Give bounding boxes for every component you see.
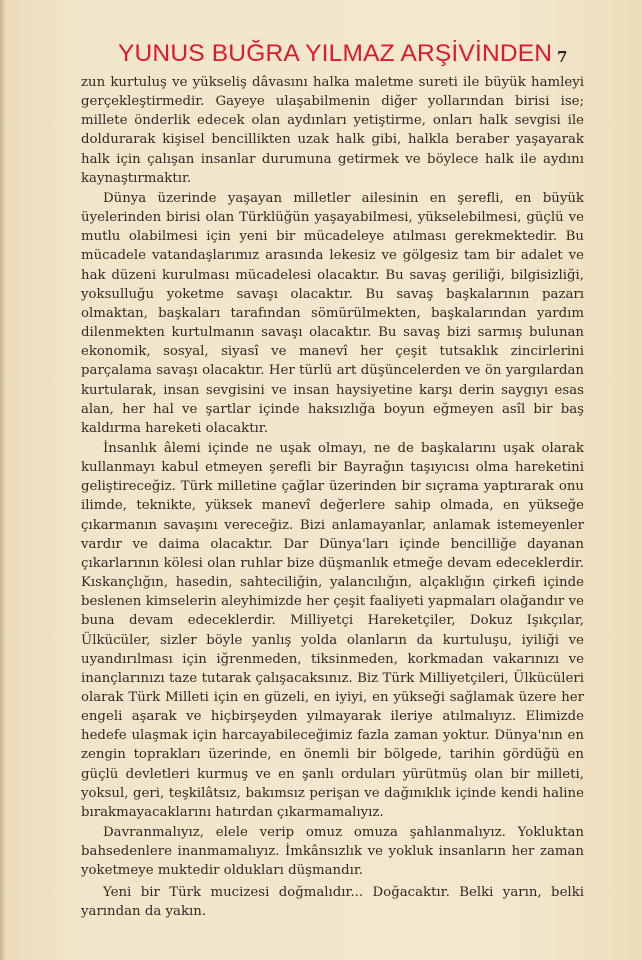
paragraph: zun kurtuluş ve yükseliş dâvasını halka maletme sureti ile büyük hamleyi gerçekleştirmedir. Gayeye ulaşabilmenin diğer yollarından birisi ise; millete önderlik edecek olan aydınları yetiştirme, onları halk sevgisi ile doldurarak kişisel bencillikten uzak halk gibi, halkla beraber yaşayarak halk için çalışan insanlar durumuna getirmek ve böylece halk ile aydını kaynaştırmaktır.	[81, 75, 584, 186]
page-spine-shadow	[0, 0, 6, 960]
page-body	[81, 73, 584, 921]
paragraph: Dünya üzerinde yaşayan milletler ailesinin en şerefli, en büyük üyelerinden birisi olan Türklüğün yaşayabilmesi, yükselebilmesi, güçlü ve mutlu olabilmesi için yeni bir mücadeleye atılması gerekmektedir. Bu mücadele vatandaşlarımız arasında lekesiz ve gölgesiz tam bir adalet ve hak düzeni kurulması mücadelesi olacaktır. Bu savaş geriliği, bilgisizliği, yoksulluğu yoketme savaşı olacaktır. Bu savaş başkalarının pazarı olmaktan, başkaları tarafından sömürülmekten, başkalarından yardım dilenmekten kurtulmanın savaşı olacaktır. Bu savaş bizi sarmış bulunan ekonomik, sosyal, siyasî ve manevî her çeşit tutsaklık zincirlerini parçalama savaşı olacaktır. Her türlü art düşüncelerden ve ön yargılardan kurtularak, insan sevgisini ve insan haysiyetine karşı derin saygıyı esas alan, her hal ve şartlar içinde haksızlığa boyun eğmeyen asîl bir baş kaldırma hareketi olacaktır.	[81, 190, 584, 436]
paragraph: Davranmalıyız, elele verip omuz omuza şahlanmalıyız. Yokluktan bahsedenlere inanmamalıyız. İmkânsızlık ve yokluk insanların her zaman yoketmeye muktedir oldukları düşmandır.	[81, 825, 584, 879]
paragraph: Yeni bir Türk mucizesi doğmalıdır... Doğacaktır. Belki yarın, belki yarından da yakın.	[81, 884, 584, 919]
paragraph: İnsanlık âlemi içinde ne uşak olmayı, ne de başkalarını uşak olarak kullanmayı kabul etmeyen şerefli bir Bayrağın taşıyıcısı olma hareketini geliştireceğiz. Türk milletine çağlar üzerinden bir sıçrama yaptırarak onu ilimde, teknikte, yüksek manevî değerlere sahip olmada, en yükseğe çıkarmanın savaşını vereceğiz. Bizi anlamayanlar, anlamak istemeyenler vardır ve daima olacaktır. Dar Dünya'ları içinde bencilliğe dayanan çıkarlarının kölesi olan ruhlar bize düşmanlık etmeğe devam edeceklerdir. Kıskançlığın, hasedin, sahteciliğin, yalancılığın, alçaklığın çirkefi içinde beslenen kimselerin aleyhimizde her çeşit faaliyeti yapmaları olağandır ve buna devam edeceklerdir. Milliyetçi Hareketçiler, Dokuz Işıkçılar, Ülkücüler, sizler böyle yanlış yolda olanların da kurtuluşu, iyiliği ve uyandırılması için iğrenmeden, tiksinmeden, korkmadan vakarınızı ve inançlarınızı taze tutarak çalışacaksınız. Biz Türk Milliyetçileri, Ülkücüleri olarak Türk Milleti için en güzeli, en iyiyi, en yükseği sağlamak üzere her engeli aşarak ve hiçbirşeyden yılmayarak ileriye atılmalıyız. Elimizde hedefe ulaşmak için harcayabileceğimiz fazla zaman yoktur. Dünya'nın en zengin toprakları üzerinde, en önemli bir bölgede, tarihin gördüğü en güçlü devletleri kurmuş ve en şanlı orduları yürütmüş olan bir milleti, yoksul, geri, teşkilâtsız, bakımsız perişan ve dağınıklık içinde kendi haline bırakmayacaklarını hatırdan çıkarmamalıyız.	[81, 440, 584, 820]
page-number: 7	[557, 48, 568, 66]
archive-title: YUNUS BUĞRA YILMAZ ARŞİVİNDEN	[118, 40, 553, 67]
page-header	[0, 40, 642, 70]
